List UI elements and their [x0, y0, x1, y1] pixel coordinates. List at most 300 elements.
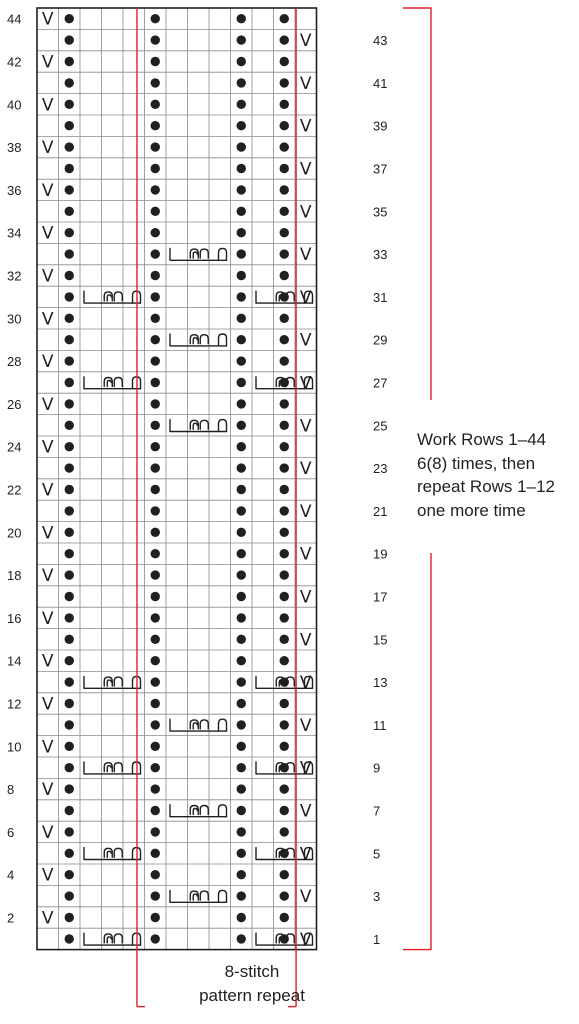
- cable-symbol: [170, 248, 227, 260]
- slip-stitch-symbol: V: [41, 608, 54, 629]
- purl-dot: [65, 100, 74, 109]
- purl-dot: [151, 699, 160, 708]
- purl-dot: [237, 100, 246, 109]
- cable-symbol: [170, 420, 227, 432]
- row-number: 43: [373, 33, 388, 49]
- cable-bracket-right: [219, 890, 227, 902]
- slip-stitch-symbol: V: [41, 52, 54, 73]
- row-number: 14: [7, 653, 22, 669]
- purl-dot: [65, 656, 74, 665]
- purl-dot: [65, 549, 74, 558]
- purl-dot: [237, 699, 246, 708]
- cable-loop-inner: [193, 809, 197, 815]
- purl-dot: [151, 635, 160, 644]
- purl-dot: [65, 592, 74, 601]
- slip-stitch-symbol: V: [41, 180, 54, 201]
- purl-dot: [237, 292, 246, 301]
- purl-dot: [237, 849, 246, 858]
- purl-dot: [65, 677, 74, 686]
- purl-dot: [151, 528, 160, 537]
- cable-symbol: [84, 377, 141, 389]
- row-number: 29: [373, 332, 388, 348]
- cable-bracket-right: [219, 334, 227, 346]
- cable-loop-right: [114, 378, 122, 387]
- cable-symbol: [84, 933, 141, 945]
- purl-dot: [237, 421, 246, 430]
- row-number: 31: [373, 289, 388, 305]
- slip-stitch-symbol: V: [299, 501, 312, 522]
- purl-dot: [151, 677, 160, 686]
- purl-dot: [237, 485, 246, 494]
- slip-stitch-symbol: V: [299, 887, 312, 908]
- row-number: 26: [7, 396, 22, 412]
- chart-symbols: [42, 10, 313, 950]
- purl-dot: [65, 570, 74, 579]
- purl-dot: [151, 656, 160, 665]
- purl-dot: [237, 121, 246, 130]
- purl-dot: [237, 934, 246, 943]
- cable-loop-inner: [193, 423, 197, 429]
- cable-bracket-right: [219, 719, 227, 731]
- purl-dot: [280, 913, 289, 922]
- purl-dot: [280, 827, 289, 836]
- purl-dot: [151, 934, 160, 943]
- cable-bracket-right: [219, 248, 227, 260]
- purl-dot: [280, 784, 289, 793]
- cable-loop-inner: [107, 766, 111, 772]
- purl-dot: [65, 421, 74, 430]
- cable-loop-inner: [107, 851, 111, 857]
- cable-symbol: [170, 334, 227, 346]
- row-number: 36: [7, 182, 22, 198]
- purl-dot: [237, 913, 246, 922]
- cable-loop-right: [200, 335, 208, 344]
- cable-loop-inner: [107, 295, 111, 301]
- slip-stitch-symbol: V: [299, 801, 312, 822]
- cable-loop-inner: [193, 338, 197, 344]
- slip-stitch-symbol: V: [299, 159, 312, 180]
- row-number: 24: [7, 439, 22, 455]
- purl-dot: [65, 142, 74, 151]
- purl-dot: [237, 870, 246, 879]
- cable-symbol: [84, 291, 141, 303]
- purl-dot: [280, 57, 289, 66]
- row-number: 4: [7, 867, 15, 883]
- purl-dot: [65, 399, 74, 408]
- row-number: 11: [373, 717, 387, 733]
- cable-symbol: [84, 762, 141, 774]
- slip-stitch-symbol: V: [41, 138, 54, 159]
- slip-stitch-symbol: V: [41, 480, 54, 501]
- chart-grid: [37, 8, 317, 950]
- row-number: 18: [7, 568, 22, 584]
- cable-loop-right: [114, 934, 122, 943]
- slip-stitch-symbol: V: [299, 544, 312, 565]
- purl-dot: [280, 207, 289, 216]
- purl-dot: [280, 720, 289, 729]
- row-number: 25: [373, 418, 388, 434]
- purl-dot: [237, 78, 246, 87]
- purl-dot: [151, 292, 160, 301]
- purl-dot: [65, 35, 74, 44]
- slip-stitch-symbol: V: [41, 523, 54, 544]
- cable-symbol: [170, 719, 227, 731]
- purl-dot: [151, 463, 160, 472]
- row-number: 1: [373, 931, 381, 947]
- purl-dot: [65, 806, 74, 815]
- cable-loop-right: [200, 891, 208, 900]
- cable-loop-inner: [107, 937, 111, 943]
- purl-dot: [280, 249, 289, 258]
- slip-stitch-symbol: V: [41, 9, 54, 30]
- cable-loop-right: [200, 720, 208, 729]
- row-number: 9: [373, 760, 381, 776]
- purl-dot: [280, 399, 289, 408]
- slip-stitch-symbol: V: [299, 630, 312, 651]
- purl-dot: [65, 635, 74, 644]
- purl-dot: [237, 14, 246, 23]
- purl-dot: [280, 271, 289, 280]
- purl-dot: [280, 528, 289, 537]
- slip-stitch-symbol: V: [299, 31, 312, 52]
- slip-stitch-symbol: V: [41, 394, 54, 415]
- purl-dot: [237, 249, 246, 258]
- purl-dot: [65, 314, 74, 323]
- purl-dot: [151, 142, 160, 151]
- purl-dot: [237, 763, 246, 772]
- row-number: 44: [7, 11, 22, 27]
- row-number: 10: [7, 739, 22, 755]
- purl-dot: [280, 891, 289, 900]
- slip-stitch-symbol: V: [41, 865, 54, 886]
- purl-dot: [65, 57, 74, 66]
- purl-dot: [151, 613, 160, 622]
- row-number: 37: [373, 161, 388, 177]
- row-number: 27: [373, 375, 388, 391]
- slip-stitch-symbol: V: [41, 780, 54, 801]
- row-number: 12: [7, 696, 22, 712]
- purl-dot: [65, 720, 74, 729]
- row-number: 23: [373, 461, 388, 477]
- slip-stitch-symbol: V: [41, 95, 54, 116]
- purl-dot: [65, 185, 74, 194]
- purl-dot: [237, 185, 246, 194]
- cable-loop-inner: [193, 723, 197, 729]
- purl-dot: [237, 656, 246, 665]
- purl-dot: [151, 314, 160, 323]
- purl-dot: [280, 314, 289, 323]
- row-number: 3: [373, 889, 381, 905]
- row-number: 8: [7, 782, 15, 798]
- purl-dot: [237, 784, 246, 793]
- row-number: 2: [7, 910, 15, 926]
- slip-stitch-symbol: V: [41, 651, 54, 672]
- slip-stitch-symbol: V: [41, 822, 54, 843]
- cable-loop-right: [114, 292, 122, 301]
- purl-dot: [151, 442, 160, 451]
- purl-dot: [151, 870, 160, 879]
- purl-dot: [65, 292, 74, 301]
- purl-dot: [280, 570, 289, 579]
- slip-stitch-symbol: V: [41, 737, 54, 758]
- purl-dot: [237, 720, 246, 729]
- purl-dot: [237, 314, 246, 323]
- purl-dot: [151, 378, 160, 387]
- row-number: 17: [373, 589, 388, 605]
- cable-bracket-right: [219, 420, 227, 432]
- row-number: 40: [7, 97, 22, 113]
- purl-dot: [280, 121, 289, 130]
- purl-dot: [65, 249, 74, 258]
- purl-dot: [151, 249, 160, 258]
- purl-dot: [151, 891, 160, 900]
- cable-loop-right: [200, 806, 208, 815]
- purl-dot: [237, 549, 246, 558]
- purl-dot: [151, 742, 160, 751]
- cable-symbol: [84, 848, 141, 860]
- purl-dot: [151, 164, 160, 173]
- purl-dot: [237, 592, 246, 601]
- purl-dot: [237, 613, 246, 622]
- instruction-line-2: 6(8) times, then: [417, 453, 536, 473]
- purl-dot: [151, 399, 160, 408]
- purl-dot: [237, 399, 246, 408]
- purl-dot: [151, 228, 160, 237]
- instruction-line-4: one more time: [417, 500, 526, 520]
- slip-stitch-symbol: V: [299, 587, 312, 608]
- purl-dot: [280, 335, 289, 344]
- purl-dot: [237, 742, 246, 751]
- purl-dot: [237, 806, 246, 815]
- purl-dot: [280, 806, 289, 815]
- instruction-line-3: repeat Rows 1–12: [417, 477, 555, 496]
- purl-dot: [65, 613, 74, 622]
- repeat-label-line-2: pattern repeat: [199, 986, 305, 1005]
- purl-dot: [151, 913, 160, 922]
- row-number: 30: [7, 311, 22, 327]
- purl-dot: [65, 14, 74, 23]
- purl-dot: [151, 185, 160, 194]
- row-number: 38: [7, 140, 22, 156]
- purl-dot: [280, 356, 289, 365]
- row-number: 5: [373, 846, 381, 862]
- purl-dot: [280, 100, 289, 109]
- purl-dot: [65, 228, 74, 237]
- purl-dot: [151, 100, 160, 109]
- purl-dot: [65, 913, 74, 922]
- row-number: 28: [7, 354, 22, 370]
- purl-dot: [65, 207, 74, 216]
- purl-dot: [151, 57, 160, 66]
- cable-loop-right: [200, 249, 208, 258]
- instruction-note: [417, 428, 577, 522]
- purl-dot: [151, 849, 160, 858]
- slip-stitch-symbol: V: [41, 437, 54, 458]
- purl-dot: [65, 78, 74, 87]
- purl-dot: [151, 763, 160, 772]
- purl-dot: [237, 378, 246, 387]
- slip-stitch-symbol: V: [299, 330, 312, 351]
- slip-stitch-symbol: V: [299, 844, 312, 865]
- row-number: 32: [7, 268, 22, 284]
- purl-dot: [237, 57, 246, 66]
- row-number: 6: [7, 824, 15, 840]
- purl-dot: [280, 506, 289, 515]
- cable-bracket-right: [219, 805, 227, 817]
- purl-dot: [280, 549, 289, 558]
- purl-dot: [237, 677, 246, 686]
- row-number: 42: [7, 54, 22, 70]
- purl-dot: [237, 228, 246, 237]
- purl-dot: [237, 442, 246, 451]
- row-number: 22: [7, 482, 22, 498]
- row-number: 19: [373, 546, 388, 562]
- purl-dot: [280, 656, 289, 665]
- row-number: 35: [373, 204, 388, 220]
- slip-stitch-symbol: V: [299, 758, 312, 779]
- purl-dot: [65, 891, 74, 900]
- slip-stitch-symbol: V: [299, 715, 312, 736]
- purl-dot: [65, 827, 74, 836]
- purl-dot: [280, 228, 289, 237]
- purl-dot: [151, 421, 160, 430]
- purl-dot: [280, 463, 289, 472]
- purl-dot: [65, 463, 74, 472]
- purl-dot: [65, 442, 74, 451]
- purl-dot: [65, 164, 74, 173]
- rows-bracket-bottom: [403, 553, 431, 950]
- purl-dot: [151, 35, 160, 44]
- slip-stitch-symbol: V: [299, 373, 312, 394]
- purl-dot: [280, 613, 289, 622]
- row-number: 20: [7, 525, 22, 541]
- repeat-label-line-1: 8-stitch: [224, 962, 280, 981]
- purl-dot: [151, 207, 160, 216]
- purl-dot: [237, 570, 246, 579]
- slip-stitch-symbol: V: [299, 116, 312, 137]
- purl-dot: [65, 742, 74, 751]
- purl-dot: [280, 78, 289, 87]
- purl-dot: [65, 506, 74, 515]
- slip-stitch-symbol: V: [41, 908, 54, 929]
- row-number: 13: [373, 675, 388, 691]
- purl-dot: [65, 121, 74, 130]
- purl-dot: [151, 78, 160, 87]
- cable-symbol: [170, 805, 227, 817]
- purl-dot: [237, 142, 246, 151]
- slip-stitch-symbol: V: [299, 459, 312, 480]
- purl-dot: [65, 699, 74, 708]
- row-number: 16: [7, 610, 22, 626]
- cable-loop-inner: [193, 894, 197, 900]
- slip-stitch-symbol: V: [299, 416, 312, 437]
- purl-dot: [280, 185, 289, 194]
- purl-dot: [65, 849, 74, 858]
- purl-dot: [65, 934, 74, 943]
- row-number: 34: [7, 225, 22, 241]
- slip-stitch-symbol: V: [299, 673, 312, 694]
- cable-symbol: [170, 890, 227, 902]
- purl-dot: [280, 442, 289, 451]
- purl-dot: [65, 378, 74, 387]
- purl-dot: [237, 635, 246, 644]
- purl-dot: [151, 592, 160, 601]
- cable-symbol: [84, 676, 141, 688]
- purl-dot: [151, 485, 160, 494]
- purl-dot: [65, 356, 74, 365]
- slip-stitch-symbol: V: [41, 694, 54, 715]
- purl-dot: [280, 635, 289, 644]
- purl-dot: [280, 142, 289, 151]
- slip-stitch-symbol: V: [299, 245, 312, 266]
- row-number: 41: [373, 75, 388, 91]
- cable-loop-right: [114, 763, 122, 772]
- row-number: 21: [373, 503, 388, 519]
- purl-dot: [65, 784, 74, 793]
- purl-dot: [65, 271, 74, 280]
- purl-dot: [151, 720, 160, 729]
- instruction-line-1: Work Rows 1–44: [417, 430, 547, 449]
- slip-stitch-symbol: V: [299, 929, 312, 950]
- purl-dot: [280, 485, 289, 494]
- slip-stitch-symbol: V: [41, 566, 54, 587]
- purl-dot: [237, 207, 246, 216]
- purl-dot: [280, 699, 289, 708]
- purl-dot: [280, 742, 289, 751]
- purl-dot: [280, 592, 289, 601]
- purl-dot: [237, 528, 246, 537]
- row-number: 39: [373, 118, 388, 134]
- purl-dot: [65, 335, 74, 344]
- row-number: 15: [373, 632, 388, 648]
- purl-dot: [151, 121, 160, 130]
- purl-dot: [151, 271, 160, 280]
- purl-dot: [237, 506, 246, 515]
- cable-loop-inner: [107, 680, 111, 686]
- purl-dot: [237, 463, 246, 472]
- purl-dot: [151, 356, 160, 365]
- rows-bracket-top: [403, 8, 431, 400]
- slip-stitch-symbol: V: [41, 352, 54, 373]
- purl-dot: [237, 891, 246, 900]
- slip-stitch-symbol: V: [299, 287, 312, 308]
- purl-dot: [237, 271, 246, 280]
- slip-stitch-symbol: V: [41, 309, 54, 330]
- purl-dot: [280, 35, 289, 44]
- slip-stitch-symbol: V: [299, 202, 312, 223]
- slip-stitch-symbol: V: [299, 73, 312, 94]
- slip-stitch-symbol: V: [41, 223, 54, 244]
- cable-loop-right: [114, 677, 122, 686]
- purl-dot: [151, 549, 160, 558]
- purl-dot: [65, 763, 74, 772]
- purl-dot: [237, 35, 246, 44]
- cable-loop-inner: [107, 381, 111, 387]
- purl-dot: [151, 14, 160, 23]
- slip-stitch-symbol: V: [41, 266, 54, 287]
- purl-dot: [151, 806, 160, 815]
- row-number: 7: [373, 803, 381, 819]
- purl-dot: [151, 784, 160, 793]
- purl-dot: [237, 335, 246, 344]
- cable-loop-right: [200, 420, 208, 429]
- cable-loop-right: [114, 848, 122, 857]
- purl-dot: [65, 870, 74, 879]
- purl-dot: [237, 356, 246, 365]
- purl-dot: [151, 335, 160, 344]
- purl-dot: [280, 164, 289, 173]
- purl-dot: [151, 827, 160, 836]
